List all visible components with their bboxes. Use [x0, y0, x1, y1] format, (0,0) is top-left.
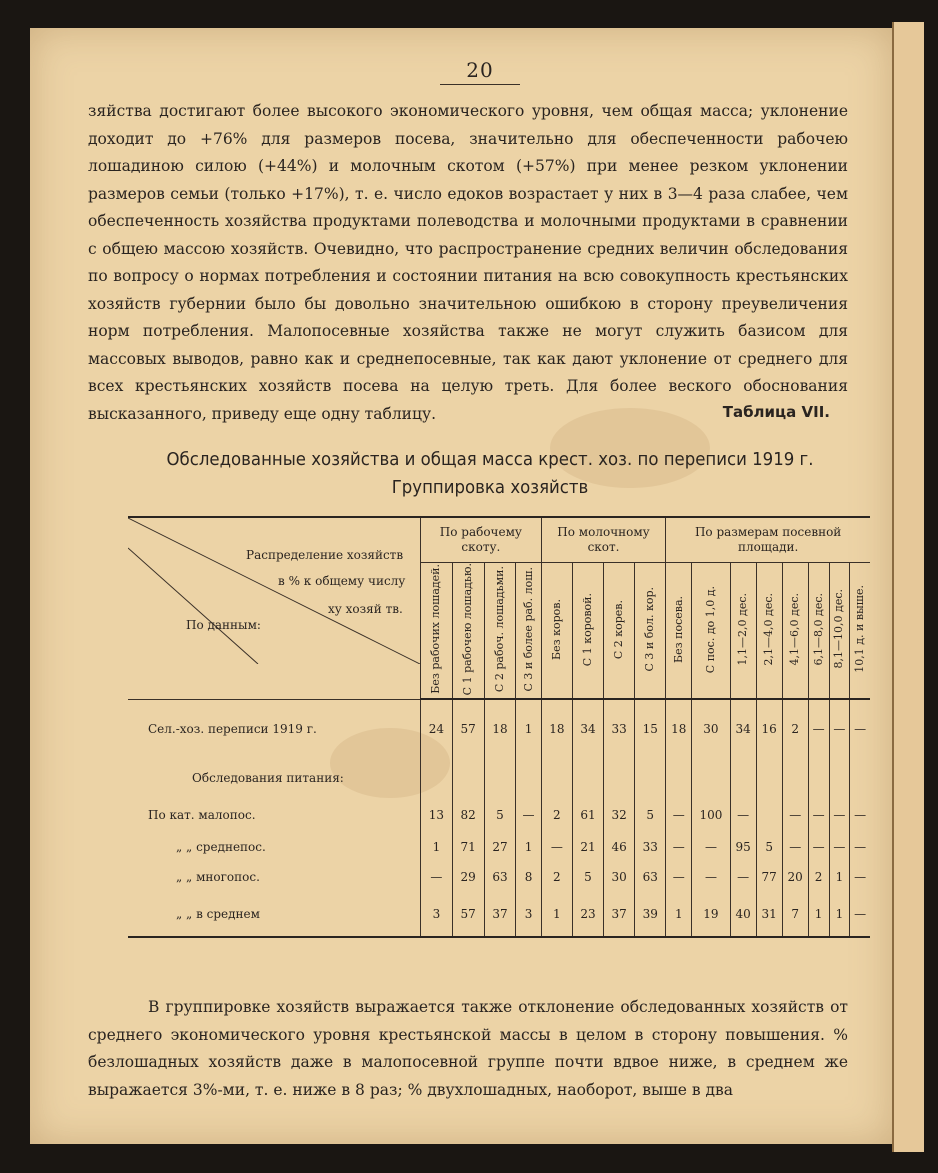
table-cell: 57: [452, 892, 484, 937]
table-cell: 30: [692, 699, 730, 758]
table-cell: [756, 758, 782, 798]
corner-text-line4: По данным:: [186, 618, 261, 632]
table-cell: 95: [730, 832, 756, 862]
table-row: [128, 892, 870, 937]
table-cell: [604, 758, 635, 798]
table-cell: 1: [516, 832, 541, 862]
table-row: [128, 832, 870, 862]
table-cell: 5: [635, 798, 666, 832]
table-cell: —: [782, 798, 808, 832]
table-cell: 18: [484, 699, 516, 758]
table-cell: —: [730, 798, 756, 832]
table-cell: 77: [756, 862, 782, 892]
table-cell: 33: [604, 699, 635, 758]
table-cell: 1: [666, 892, 692, 937]
row-label-text: По кат. малопос.: [148, 807, 256, 822]
table-cell: [484, 758, 516, 798]
table-cell: 46: [604, 832, 635, 862]
group-header-sown-area: По размерам посевной площади.: [666, 517, 870, 563]
table-cell: 2: [541, 798, 572, 832]
table-title-line1: Обследованные хозяйства и общая масса крест. хоз. по переписи 1919 г.: [166, 449, 814, 470]
table-cell: 2: [541, 862, 572, 892]
paragraph-bottom-text: В группировке хозяйств выражается также отклонение обследованных хозяйств от среднего экономического уровня крестьянской массы в целом в сторону повышения. % безлошадных хозяйств даже в малопосевной группе почти вдвое ниже, в среднем же выражается 3%-ми, т. е. ниже в 8 раз; % двухлошадных, наоборот, выше в два: [88, 998, 848, 1099]
table-cell: 40: [730, 892, 756, 937]
table-row: [128, 699, 870, 758]
table-cell: 71: [452, 832, 484, 862]
corner-text-line2: в % к общему числу: [278, 574, 406, 588]
table-cell: —: [666, 862, 692, 892]
table-cell: —: [808, 699, 829, 758]
table-body: [128, 699, 870, 937]
table-cell: —: [850, 832, 870, 862]
table-cell: 18: [541, 699, 572, 758]
column-header: 1,1—2,0 дес.: [730, 563, 756, 700]
column-header: 6,1—8,0 дес.: [808, 563, 829, 700]
table-cell: 34: [572, 699, 603, 758]
table-cell: 2: [782, 699, 808, 758]
table-cell: 29: [452, 862, 484, 892]
group-header-work-stock: По рабочему скоту.: [421, 517, 542, 563]
row-label: [128, 798, 421, 832]
group-table: [128, 516, 870, 938]
next-page-edge: [892, 22, 924, 1152]
column-header: 4,1—6,0 дес.: [782, 563, 808, 700]
table-cell: —: [829, 832, 850, 862]
corner-text-line1: Распределение хозяйств: [246, 548, 404, 562]
table-cell: 2: [808, 862, 829, 892]
table-cell: 7: [782, 892, 808, 937]
table-cell: 3: [516, 892, 541, 937]
table-cell: —: [829, 699, 850, 758]
row-label-text: „ „ многопос.: [176, 869, 260, 884]
table-cell: [635, 758, 666, 798]
table-cell: —: [666, 832, 692, 862]
table-cell: —: [850, 699, 870, 758]
paragraph-top: [88, 98, 848, 428]
table-cell: 23: [572, 892, 603, 937]
table-cell: 37: [604, 892, 635, 937]
row-label-text: Сел.-хоз. переписи 1919 г.: [148, 721, 317, 736]
table-cell: 34: [730, 699, 756, 758]
table-cell: —: [692, 832, 730, 862]
column-header: С 3 и бол. кор.: [635, 563, 666, 700]
table-cell: —: [782, 832, 808, 862]
page-number: 20: [466, 58, 494, 82]
row-label: [128, 862, 421, 892]
column-header: С 1 коровой.: [572, 563, 603, 700]
column-header: Без посева.: [666, 563, 692, 700]
table-cell: 20: [782, 862, 808, 892]
row-label-text: Обследования питания:: [192, 770, 344, 785]
table-cell: [452, 758, 484, 798]
table-cell: 30: [604, 862, 635, 892]
table-row: [128, 758, 870, 798]
row-label: [128, 892, 421, 937]
column-header: С 1 рабочею лошадью.: [452, 563, 484, 700]
column-header: С 3 и более раб. лош.: [516, 563, 541, 700]
table-cell: 5: [756, 832, 782, 862]
table-cell: [692, 758, 730, 798]
table-cell: 16: [756, 699, 782, 758]
table-row: [128, 862, 870, 892]
table-title-line2: Группировка хозяйств: [391, 477, 589, 498]
table-cell: 1: [421, 832, 453, 862]
table-cell: 31: [756, 892, 782, 937]
table-cell: —: [692, 862, 730, 892]
group-header-dairy-stock: По молочному скот.: [541, 517, 666, 563]
table-cell: 3: [421, 892, 453, 937]
table-cell: —: [421, 862, 453, 892]
table-cell: 100: [692, 798, 730, 832]
row-label: [128, 699, 421, 758]
table-cell: 1: [829, 862, 850, 892]
page-number-underline: [440, 84, 520, 85]
table-cell: 24: [421, 699, 453, 758]
table-cell: 63: [484, 862, 516, 892]
table-cell: 21: [572, 832, 603, 862]
table-cell: 13: [421, 798, 453, 832]
table-label: Таблица VII.: [722, 403, 830, 421]
table-cell: 33: [635, 832, 666, 862]
table-cell: —: [808, 798, 829, 832]
table-title: [122, 446, 858, 502]
table-cell: —: [541, 832, 572, 862]
table-cell: 32: [604, 798, 635, 832]
table-corner-cell: [128, 517, 421, 699]
table-cell: [756, 798, 782, 832]
table-cell: 37: [484, 892, 516, 937]
table-cell: 1: [808, 892, 829, 937]
table-cell: [666, 758, 692, 798]
table-cell: 15: [635, 699, 666, 758]
table-cell: [808, 758, 829, 798]
table-cell: 1: [541, 892, 572, 937]
corner-text-line3: ху хозяй тв.: [328, 602, 403, 616]
table-cell: 27: [484, 832, 516, 862]
table-cell: —: [730, 862, 756, 892]
table-cell: 63: [635, 862, 666, 892]
table-cell: [541, 758, 572, 798]
table-cell: 61: [572, 798, 603, 832]
table-cell: 5: [484, 798, 516, 832]
table-cell: 5: [572, 862, 603, 892]
table-cell: —: [808, 832, 829, 862]
table-cell: [516, 758, 541, 798]
table-row: [128, 798, 870, 832]
paragraph-top-text: зяйства достигают более высокого экономического уровня, чем общая масса; уклонение доходит до +76% для размеров посева, значительно для обеспеченности рабочею лошадиною силою (+44%) и молочным скотом (+57%) при менее резком уклонении размеров семьи (только +17%), т. е. число едоков возрастает у них в 3—4 раза слабее, чем обеспеченность хозяйства продуктами полеводства и молочными продуктами в сравнении с общею массою хозяйств. Очевидно, что распространение средних величин обследования по вопросу о нормах потребления и состоянии питания на всю совокупность крестьянских хозяйств губернии было бы довольно значительною ошибкою в сторону преувеличения норм потребления. Малопосевные хозяйства также не могут служить базисом для массовых выводов, равно как и среднепосевные, так как дают уклонение от среднего для всех крестьянских хозяйств посева на целую треть. Для более веского обоснования высказанного, приведу еще одну таблицу.: [88, 102, 848, 423]
table-cell: [782, 758, 808, 798]
table-cell: 19: [692, 892, 730, 937]
table-header-groups: [128, 517, 870, 563]
table-cell: [829, 758, 850, 798]
corner-diagonal-lines: [128, 518, 420, 664]
row-label-text: „ „ в среднем: [176, 906, 260, 921]
table-cell: [421, 758, 453, 798]
column-header: С 2 рабоч. лошадьми.: [484, 563, 516, 700]
column-header: 10,1 д. и выше.: [850, 563, 870, 700]
document-page: [30, 28, 892, 1144]
table-cell: 1: [516, 699, 541, 758]
column-header: С 2 корев.: [604, 563, 635, 700]
table-cell: [730, 758, 756, 798]
column-header: Без рабочих лошадей.: [421, 563, 453, 700]
paragraph-bottom: [88, 994, 848, 1104]
table-cell: —: [829, 798, 850, 832]
table-cell: —: [666, 798, 692, 832]
table-cell: 39: [635, 892, 666, 937]
table-cell: [572, 758, 603, 798]
table-cell: 1: [829, 892, 850, 937]
table-cell: —: [850, 798, 870, 832]
row-label: [128, 832, 421, 862]
column-header: Без коров.: [541, 563, 572, 700]
row-label-text: „ „ среднепос.: [176, 839, 266, 854]
table-cell: —: [516, 798, 541, 832]
column-header: 8,1—10,0 дес.: [829, 563, 850, 700]
column-header: 2,1—4,0 дес.: [756, 563, 782, 700]
table-cell: —: [850, 892, 870, 937]
table-cell: 18: [666, 699, 692, 758]
row-label: [128, 758, 421, 798]
table-cell: —: [850, 862, 870, 892]
table-cell: 8: [516, 862, 541, 892]
table-cell: [850, 758, 870, 798]
table-cell: 57: [452, 699, 484, 758]
column-header: С пос. до 1,0 д.: [692, 563, 730, 700]
table-cell: 82: [452, 798, 484, 832]
